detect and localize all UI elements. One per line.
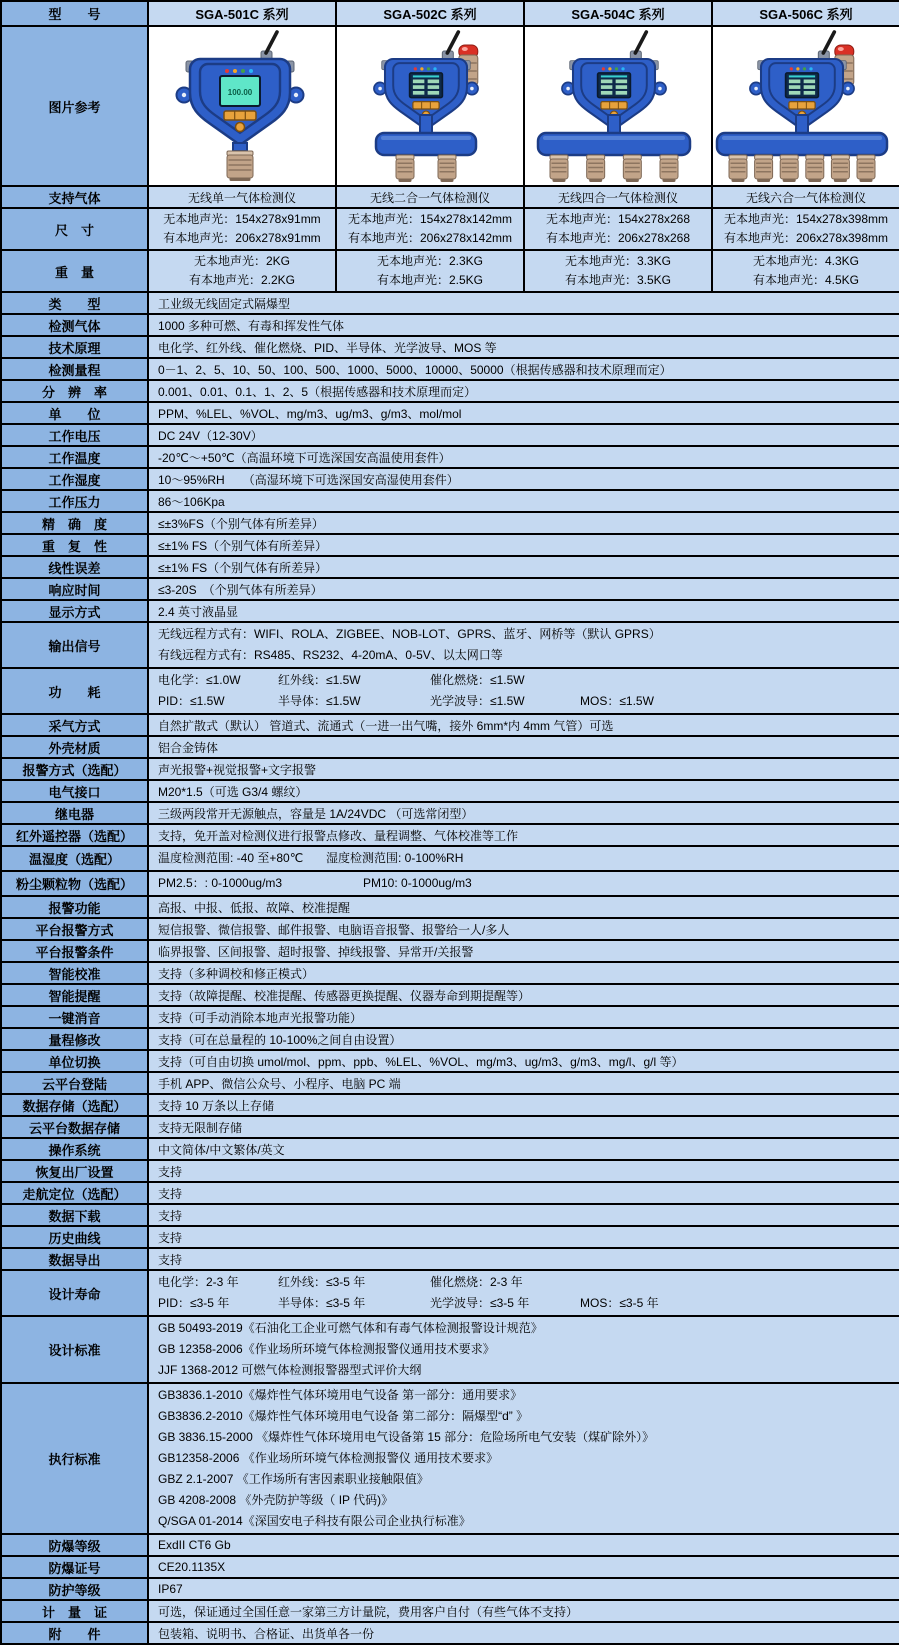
row-label: 智能校准	[1, 962, 148, 984]
row-label: 功 耗	[1, 668, 148, 714]
col-value-line: 有本地声光：206x278x398mm	[723, 231, 889, 245]
row-output-signal	[1, 622, 899, 668]
row-label: 采气方式	[1, 714, 148, 736]
row-cloud-storage	[1, 1116, 899, 1138]
row-value: 支持	[148, 1204, 899, 1226]
model-name: SGA-502C 系列	[336, 1, 524, 26]
value-line: GB3836.2-2010《爆炸性气体环境用电气设备 第二部分：隔爆型“d” 》	[158, 1409, 529, 1423]
value-line: GB3836.1-2010《爆炸性气体环境用电气设备 第一部分：通用要求》	[158, 1388, 523, 1402]
row-label: 精 确 度	[1, 512, 148, 534]
row-smart-calibration	[1, 962, 899, 984]
row-value	[148, 846, 899, 871]
row-label: 粉尘颗粒物（选配）	[1, 871, 148, 896]
col-value: 无线六合一气体检测仪	[712, 186, 899, 208]
row-label: 操作系统	[1, 1138, 148, 1160]
row-label: 图片参考	[1, 26, 148, 186]
row-value: M20*1.5（可选 G3/4 螺纹）	[148, 780, 899, 802]
row-label: 工作压力	[1, 490, 148, 512]
row-value: 声光报警+视觉报警+文字报警	[148, 758, 899, 780]
row-design-standard	[1, 1316, 899, 1383]
product-image-sga-501c	[150, 29, 334, 183]
row-value: 支持（多种调校和修正模式）	[148, 962, 899, 984]
row-support-gas	[1, 186, 899, 208]
row-value: -20℃～+50℃（高温环境下可选深国安高温使用套件）	[148, 446, 899, 468]
row-platform-alarm-condition	[1, 940, 899, 962]
value-segment: PID：≤3-5 年	[158, 1296, 230, 1310]
row-value	[148, 1316, 899, 1383]
row-label: 检测量程	[1, 358, 148, 380]
row-label: 恢复出厂设置	[1, 1160, 148, 1182]
col-value	[148, 208, 336, 250]
value-segment: PM10: 0-1000ug/m3	[363, 876, 472, 890]
value-segment: MOS：≤1.5W	[580, 694, 654, 708]
row-value: 10～95%RH （高湿环境下可选深国安高湿使用套件）	[148, 468, 899, 490]
value-line	[158, 691, 893, 712]
row-label: 电气接口	[1, 780, 148, 802]
row-label: 云平台登陆	[1, 1072, 148, 1094]
product-image-sga-502c	[338, 29, 522, 183]
row-value: 0－1、2、5、10、50、100、500、1000、5000、10000、50000（根据传感器和技术原理而定）	[148, 358, 899, 380]
row-weight	[1, 250, 899, 292]
spec-table-body	[1, 26, 899, 1644]
row-smart-reminder	[1, 984, 899, 1006]
product-image-cell-sga-506c	[712, 26, 899, 186]
row-value: 电化学、红外线、催化燃烧、PID、半导体、光学波导、MOS 等	[148, 336, 899, 358]
row-label: 数据下载	[1, 1204, 148, 1226]
col-value: 无线二合一气体检测仪	[336, 186, 524, 208]
row-detect-gas	[1, 314, 899, 336]
svg-text:100.00: 100.00	[227, 88, 253, 97]
row-label: 检测气体	[1, 314, 148, 336]
row-label: 量程修改	[1, 1028, 148, 1050]
row-value	[148, 668, 899, 714]
row-label: 重 复 性	[1, 534, 148, 556]
row-value: 0.001、0.01、0.1、1、2、5（根据传感器和技术原理而定）	[148, 380, 899, 402]
row-explosion-proof-cert	[1, 1556, 899, 1578]
row-pressure	[1, 490, 899, 512]
col-value: 无线单一气体检测仪	[148, 186, 336, 208]
row-cloud-login	[1, 1072, 899, 1094]
row-data-export	[1, 1248, 899, 1270]
row-alarm-function	[1, 896, 899, 918]
col-value-line: 有本地声光：2.2KG	[188, 273, 296, 287]
row-label: 支持气体	[1, 186, 148, 208]
value-segment: 光学波导：≤3-5 年	[430, 1296, 530, 1310]
row-value: 86～106Kpa	[148, 490, 899, 512]
value-line: 无线远程方式有：WIFI、ROLA、ZIGBEE、NOB-LOT、GPRS、蓝牙、网桥等（默认 GPRS）	[158, 627, 661, 641]
col-value-line: 无本地声光：2KG	[193, 254, 290, 268]
value-segment: PM2.5：: 0-1000ug/m3	[158, 876, 283, 890]
row-label: 红外遥控器（选配）	[1, 824, 148, 846]
row-type	[1, 292, 899, 314]
row-label: 工作电压	[1, 424, 148, 446]
row-value: 支持（可在总量程的 10-100%之间自由设置）	[148, 1028, 899, 1050]
col-value	[712, 250, 899, 292]
row-explosion-proof-grade	[1, 1534, 899, 1556]
row-resolution	[1, 380, 899, 402]
row-value: 三级两段常开无源触点，容量是 1A/24VDC （可选常闭型）	[148, 802, 899, 824]
row-label: 单 位	[1, 402, 148, 424]
value-line: Q/SGA 01-2014《深国安电子科技有限公司企业执行标准》	[158, 1514, 471, 1528]
col-value-line: 无本地声光：154x278x398mm	[723, 212, 889, 226]
row-principle	[1, 336, 899, 358]
value-line	[158, 848, 893, 869]
row-label: 分 辨 率	[1, 380, 148, 402]
value-segment: 温度检测范围: -40 至+80℃	[158, 851, 304, 865]
row-label: 一键消音	[1, 1006, 148, 1028]
row-label: 执行标准	[1, 1383, 148, 1534]
row-label: 防爆证号	[1, 1556, 148, 1578]
value-segment: 湿度检测范围: 0-100%RH	[326, 851, 464, 865]
row-temperature	[1, 446, 899, 468]
col-value	[336, 250, 524, 292]
row-data-storage	[1, 1094, 899, 1116]
row-label: 防爆等级	[1, 1534, 148, 1556]
product-image-cell-sga-501c	[148, 26, 336, 186]
model-header-label: 型 号	[1, 1, 148, 26]
col-value-line: 有本地声光：3.5KG	[564, 273, 672, 287]
row-dust	[1, 871, 899, 896]
product-image-sga-506c	[714, 29, 898, 183]
model-name: SGA-501C 系列	[148, 1, 336, 26]
row-label: 平台报警条件	[1, 940, 148, 962]
row-label: 设计寿命	[1, 1270, 148, 1316]
col-value-line: 有本地声光：4.5KG	[752, 273, 860, 287]
row-label: 输出信号	[1, 622, 148, 668]
row-label: 数据存储（选配）	[1, 1094, 148, 1116]
value-segment: 电化学：2-3 年	[158, 1275, 239, 1289]
row-model-header	[1, 1, 899, 26]
row-value: 支持	[148, 1160, 899, 1182]
row-accessories	[1, 1622, 899, 1644]
col-value-line: 无本地声光：154x278x142mm	[347, 212, 513, 226]
col-value	[524, 208, 712, 250]
row-label: 历史曲线	[1, 1226, 148, 1248]
value-line	[158, 1293, 893, 1314]
row-label: 报警功能	[1, 896, 148, 918]
value-segment: 催化燃烧：≤1.5W	[430, 673, 525, 687]
row-label: 类 型	[1, 292, 148, 314]
row-label: 继电器	[1, 802, 148, 824]
row-value: ≤±1% FS（个别气体有所差异）	[148, 534, 899, 556]
row-humidity	[1, 468, 899, 490]
row-value: 支持	[148, 1248, 899, 1270]
row-value: 支持（可手动消除本地声光报警功能）	[148, 1006, 899, 1028]
row-label: 云平台数据存储	[1, 1116, 148, 1138]
row-label: 尺 寸	[1, 208, 148, 250]
value-line	[158, 1272, 893, 1293]
value-line: JJF 1368-2012 可燃气体检测报警器型式评价大纲	[158, 1363, 422, 1377]
row-label: 走航定位（选配）	[1, 1182, 148, 1204]
row-label: 智能提醒	[1, 984, 148, 1006]
col-value-line: 无本地声光：3.3KG	[564, 254, 672, 268]
row-value: IP67	[148, 1578, 899, 1600]
row-value: ExdII CT6 Gb	[148, 1534, 899, 1556]
row-label: 技术原理	[1, 336, 148, 358]
row-data-download	[1, 1204, 899, 1226]
value-line: GB 50493-2019《石油化工企业可燃气体和有毒气体检测报警设计规范》	[158, 1321, 543, 1335]
row-value: 自然扩散式（默认） 管道式、流通式（一进一出气嘴，接外 6mm*内 4mm 气管）可选	[148, 714, 899, 736]
row-temp-humidity	[1, 846, 899, 871]
row-value	[148, 871, 899, 896]
col-value-line: 有本地声光：206x278x91mm	[163, 231, 321, 245]
row-value	[148, 1270, 899, 1316]
row-history-curve	[1, 1226, 899, 1248]
row-repeatability	[1, 534, 899, 556]
col-value-line: 无本地声光：154x278x91mm	[163, 212, 321, 226]
row-value: 支持	[148, 1182, 899, 1204]
col-value	[524, 250, 712, 292]
row-label: 报警方式（选配）	[1, 758, 148, 780]
col-value-line: 无本地声光：2.3KG	[376, 254, 484, 268]
row-value: ≤±1% FS（个别气体有所差异）	[148, 556, 899, 578]
col-value-line: 有本地声光：206x278x142mm	[347, 231, 513, 245]
model-name: SGA-504C 系列	[524, 1, 712, 26]
row-label: 防护等级	[1, 1578, 148, 1600]
row-value	[148, 1383, 899, 1534]
row-protection-grade	[1, 1578, 899, 1600]
row-value: 支持，免开盖对检测仪进行报警点修改、量程调整、气体校准等工作	[148, 824, 899, 846]
row-ir-remote	[1, 824, 899, 846]
row-execution-standard	[1, 1383, 899, 1534]
row-unit-switch	[1, 1050, 899, 1072]
model-name: SGA-506C 系列	[712, 1, 899, 26]
row-value	[148, 622, 899, 668]
row-value: 可选，保证通过全国任意一家第三方计量院，费用客户自付（有些气体不支持）	[148, 1600, 899, 1622]
row-label: 计 量 证	[1, 1600, 148, 1622]
product-image-cell-sga-502c	[336, 26, 524, 186]
value-line: 有线远程方式有：RS485、RS232、4-20mA、0-5V、以太网口等	[158, 648, 503, 662]
row-value: 支持无限制存储	[148, 1116, 899, 1138]
row-label: 附 件	[1, 1622, 148, 1644]
value-segment: PID：≤1.5W	[158, 694, 225, 708]
row-metrology-cert	[1, 1600, 899, 1622]
value-segment: 红外线：≤3-5 年	[278, 1275, 366, 1289]
value-segment: 半导体：≤3-5 年	[278, 1296, 366, 1310]
row-electrical-interface	[1, 780, 899, 802]
row-accuracy	[1, 512, 899, 534]
col-value-line: 无本地声光：154x278x268	[545, 212, 691, 226]
row-label: 工作温度	[1, 446, 148, 468]
row-os	[1, 1138, 899, 1160]
value-segment: MOS：≤3-5 年	[580, 1296, 659, 1310]
row-sampling	[1, 714, 899, 736]
row-label: 数据导出	[1, 1248, 148, 1270]
value-segment: 光学波导：≤1.5W	[430, 694, 525, 708]
row-label: 平台报警方式	[1, 918, 148, 940]
row-dimensions	[1, 208, 899, 250]
value-segment: 催化燃烧：2-3 年	[430, 1275, 523, 1289]
row-value: 铝合金铸体	[148, 736, 899, 758]
row-label: 外壳材质	[1, 736, 148, 758]
row-label: 显示方式	[1, 600, 148, 622]
row-mute	[1, 1006, 899, 1028]
value-segment: 电化学：≤1.0W	[158, 673, 241, 687]
product-image-cell-sga-504c	[524, 26, 712, 186]
row-label: 温湿度（选配）	[1, 846, 148, 871]
row-label: 响应时间	[1, 578, 148, 600]
row-value: 1000 多种可燃、有毒和挥发性气体	[148, 314, 899, 336]
value-line	[158, 670, 893, 691]
row-display	[1, 600, 899, 622]
row-value: ≤3-20S （个别气体有所差异）	[148, 578, 899, 600]
col-value-line: 有本地声光：206x278x268	[545, 231, 691, 245]
row-value: 高报、中报、低报、故障、校准提醒	[148, 896, 899, 918]
row-alarm-mode	[1, 758, 899, 780]
row-navigation	[1, 1182, 899, 1204]
row-value: 支持 10 万条以上存储	[148, 1094, 899, 1116]
spec-table-head	[1, 1, 899, 26]
row-label: 设计标准	[1, 1316, 148, 1383]
col-value	[148, 250, 336, 292]
row-design-life	[1, 1270, 899, 1316]
row-linearity	[1, 556, 899, 578]
row-value: 中文简体/中文繁体/英文	[148, 1138, 899, 1160]
value-segment: 半导体：≤1.5W	[278, 694, 361, 708]
col-value: 无线四合一气体检测仪	[524, 186, 712, 208]
col-value-line: 有本地声光：2.5KG	[376, 273, 484, 287]
row-factory-reset	[1, 1160, 899, 1182]
value-line: GB 3836.15-2000 《爆炸性气体环境用电气设备第 15 部分：危险场所电气安装（煤矿除外）》	[158, 1430, 655, 1444]
row-value: 工业级无线固定式隔爆型	[148, 292, 899, 314]
col-value	[336, 208, 524, 250]
row-value: CE20.1135X	[148, 1556, 899, 1578]
row-value: 手机 APP、微信公众号、小程序、电脑 PC 端	[148, 1072, 899, 1094]
row-value: 支持	[148, 1226, 899, 1248]
row-platform-alarm-mode	[1, 918, 899, 940]
row-product-images	[1, 26, 899, 186]
row-relay	[1, 802, 899, 824]
value-segment: 红外线：≤1.5W	[278, 673, 361, 687]
row-unit	[1, 402, 899, 424]
value-line: GBZ 2.1-2007 《工作场所有害因素职业接触限值》	[158, 1472, 429, 1486]
row-range-modify	[1, 1028, 899, 1050]
row-value: 2.4 英寸液晶显	[148, 600, 899, 622]
row-label: 线性误差	[1, 556, 148, 578]
col-value	[712, 208, 899, 250]
row-label: 单位切换	[1, 1050, 148, 1072]
row-label: 工作湿度	[1, 468, 148, 490]
value-line: GB 4208-2008 《外壳防护等级（ IP 代码)》	[158, 1493, 394, 1507]
row-value: PPM、%LEL、%VOL、mg/m3、ug/m3、g/m3、mol/mol	[148, 402, 899, 424]
row-power	[1, 668, 899, 714]
row-value: 支持（故障提醒、校准提醒、传感器更换提醒、仪器寿命到期提醒等）	[148, 984, 899, 1006]
value-line	[158, 873, 893, 894]
product-image-sga-504c	[526, 29, 710, 183]
row-value: 短信报警、微信报警、邮件报警、电脑语音报警、报警给一人/多人	[148, 918, 899, 940]
row-value: 支持（可自由切换 umol/mol、ppm、ppb、%LEL、%VOL、mg/m3、ug/m3、g/m3、mg/l、g/l 等）	[148, 1050, 899, 1072]
value-line: GB 12358-2006《作业场所环境气体检测报警仪通用技术要求》	[158, 1342, 495, 1356]
col-value-line: 无本地声光：4.3KG	[752, 254, 860, 268]
row-shell	[1, 736, 899, 758]
value-line: GB12358-2006 《作业场所环境气体检测报警仪 通用技术要求》	[158, 1451, 499, 1465]
row-value: DC 24V（12-30V）	[148, 424, 899, 446]
row-value: 包装箱、说明书、合格证、出货单各一份	[148, 1622, 899, 1644]
row-value: ≤±3%FS（个别气体有所差异）	[148, 512, 899, 534]
row-label: 重 量	[1, 250, 148, 292]
row-voltage	[1, 424, 899, 446]
row-range	[1, 358, 899, 380]
row-response-time	[1, 578, 899, 600]
row-value: 临界报警、区间报警、超时报警、掉线报警、异常开/关报警	[148, 940, 899, 962]
